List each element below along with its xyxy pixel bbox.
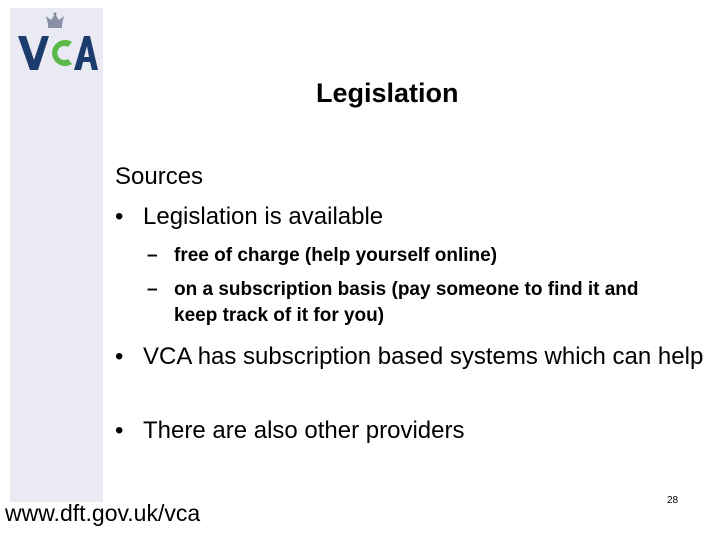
sub-bullet-item: [147, 277, 647, 329]
dash-marker: –: [147, 245, 158, 266]
bullet-marker: •: [115, 343, 124, 370]
dash-marker: –: [147, 279, 158, 300]
vca-logo: [16, 12, 98, 76]
bullet-marker: •: [115, 417, 124, 444]
sidebar-panel: [10, 8, 103, 502]
page-number: 28: [667, 495, 679, 506]
sub-bullet-item: [147, 243, 627, 269]
bullet-text: VCA has subscription based systems which can help: [143, 343, 704, 370]
sub-bullet-text: free of charge (help yourself online): [174, 245, 498, 266]
logo-letter-a: [74, 36, 98, 70]
bullet-item: [115, 414, 615, 447]
bullet-item: [115, 200, 435, 233]
section-heading: Sources: [115, 163, 204, 190]
bullet-text: There are also other providers: [143, 417, 465, 444]
logo-letter-v: [18, 36, 49, 70]
crown-icon: [46, 12, 64, 28]
bullet-marker: •: [115, 203, 124, 230]
sub-bullet-text: on a subscription basis (pay someone to find it and keep track of it for you): [174, 279, 639, 326]
bullet-item: [115, 340, 705, 373]
footer-url: www.dft.gov.uk/vca: [5, 500, 201, 526]
bullet-text: Legislation is available: [143, 203, 384, 230]
slide-title: Legislation: [316, 78, 459, 108]
logo-letter-c: [52, 40, 72, 66]
